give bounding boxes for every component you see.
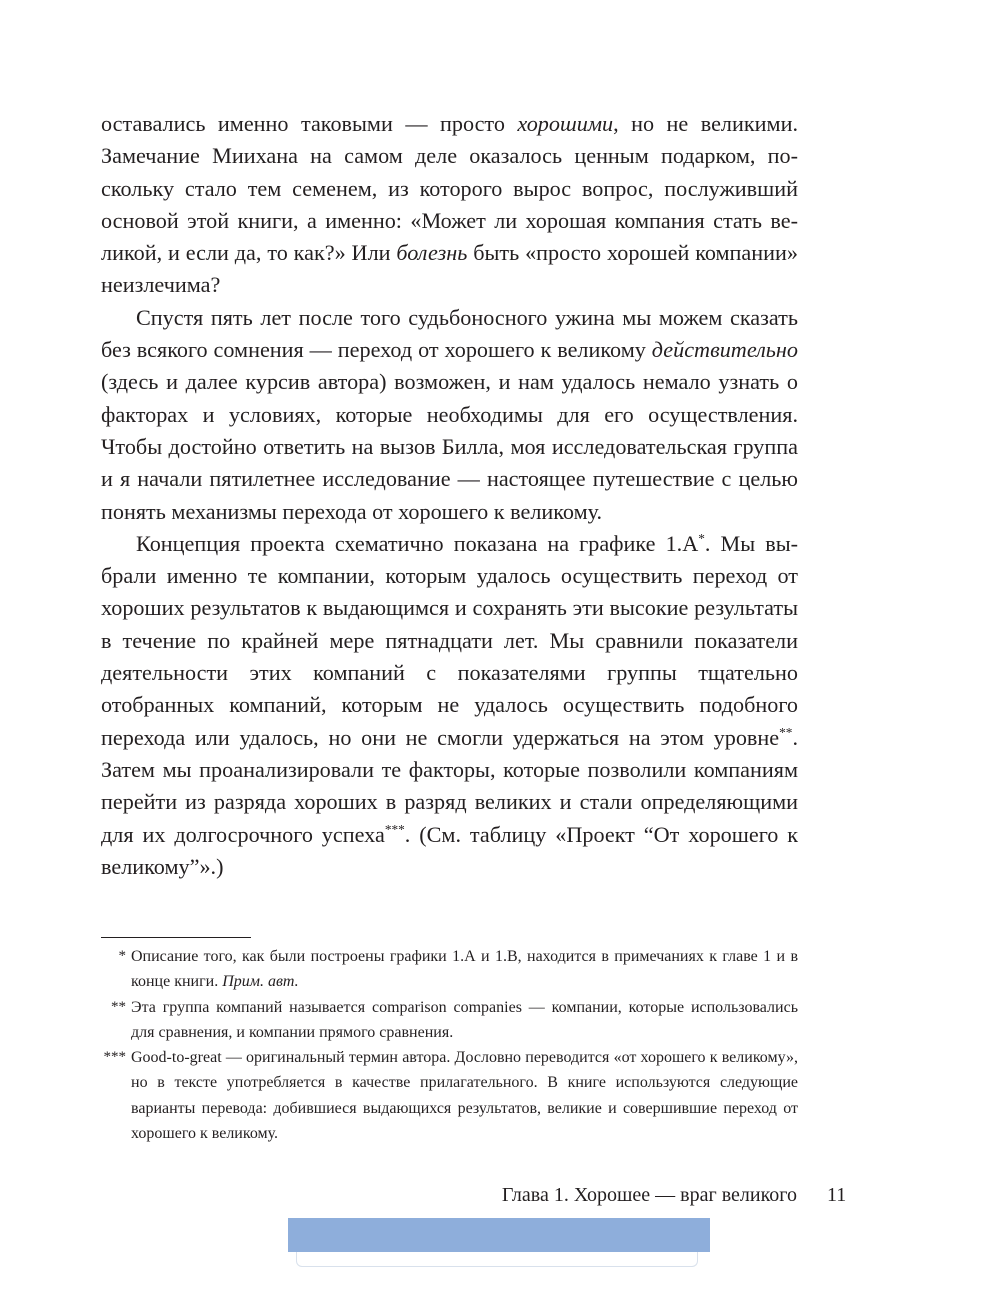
footnote-text: Good-to-great — оригинальный термин автора. Дословно переводится «от хорошего к великому», но в тексте употребляется в качестве прилагательного. В книге используются следующие варианты перевода: добившиеся выдающихся результатов, великие и совершившие переход от хорошего к великому. [131, 1049, 798, 1143]
paragraph-2 [101, 302, 798, 528]
text-run: Спустя пять лет после того судьбоносного ужина мы можем сказать без всякого сомнения — переход от хорошего к великому [101, 304, 798, 363]
page-number: 11 [827, 1184, 847, 1206]
running-head: Глава 1. Хорошее — враг великого [501, 1184, 797, 1206]
text-run: Концепция проекта схематично показана на графике 1.А [136, 530, 699, 556]
footnote-separator [101, 937, 251, 938]
italic-run: действительно [651, 337, 798, 363]
text-run: быть «просто хорошей компании» неизлечима? [101, 240, 798, 298]
footnotes [101, 944, 798, 1146]
main-text [101, 108, 798, 883]
text-run: . (См. таблицу «Проект “От хорошего к великому”».) [101, 821, 799, 879]
footnote-text [131, 944, 798, 995]
text-run: , но не великими. Замечание Миихана на самом деле оказалось ценным подарком, поскольку стало тем семенем, из которого вырос вопрос, послуживший основой этой книги, а именно: «Может ли хорошая компания стать великой, и если да, то как?» Или [101, 111, 798, 266]
footnote-ref-2: ** [779, 724, 793, 740]
text-run: оставались именно таковыми — просто [101, 111, 518, 136]
italic-run: Прим. авт. [222, 973, 299, 991]
footnote-marker: ** [111, 998, 126, 1015]
footnote-marker: *** [103, 1049, 126, 1066]
text-run: . Затем мы проанализировали те факторы, которые позволили компаниям перейти из разряда хороших в разряд великих и стали определяющими для их долгосрочного успеха [101, 724, 798, 847]
footnote-1 [101, 944, 798, 995]
footnote-ref-1: * [698, 530, 705, 546]
text-run: (здесь и далее курсив автора) возможен, и нам удалось немало узнать о факторах и условиях, которые необходимы для его осуществления. Чтобы достойно ответить на вызов Билла, моя исследовательская группа и я начали пятилетнее исследование — настоящее путешествие с целью понять механизмы перехода от хорошего к великому. [101, 369, 798, 524]
paragraph-3 [101, 528, 798, 883]
footnote-3 [101, 1045, 798, 1146]
footnote-text: Эта группа компаний называется comparison companies — компании, которые использовались для сравнения, и компании прямого сравнения. [131, 998, 798, 1041]
italic-run: хорошими [517, 111, 614, 136]
footnote-marker: * [118, 948, 126, 964]
footnote-ref-3: *** [384, 821, 405, 837]
footnote-2 [101, 995, 798, 1046]
italic-run: болезнь [396, 240, 468, 266]
text-run: Описание того, как были построены графики 1.А и 1.В, находится в примечаниях к главе 1 и в конце книги. [131, 948, 798, 991]
paragraph-1 [101, 108, 798, 302]
promo-banner[interactable] [288, 1218, 710, 1252]
text-run: . Мы выбрали именно те компании, которым удалось осуществить переход от хороших результатов к выдающимся и сохранять эти высокие результаты в течение по крайней мере пятнадцати лет. Мы сравнили показатели деятельности этих компаний с показателями группы тщательно отобранных компаний, которым не удалось осуществить подобного перехода или удалось, но они не смогли удержаться на этом уровне [101, 530, 798, 750]
